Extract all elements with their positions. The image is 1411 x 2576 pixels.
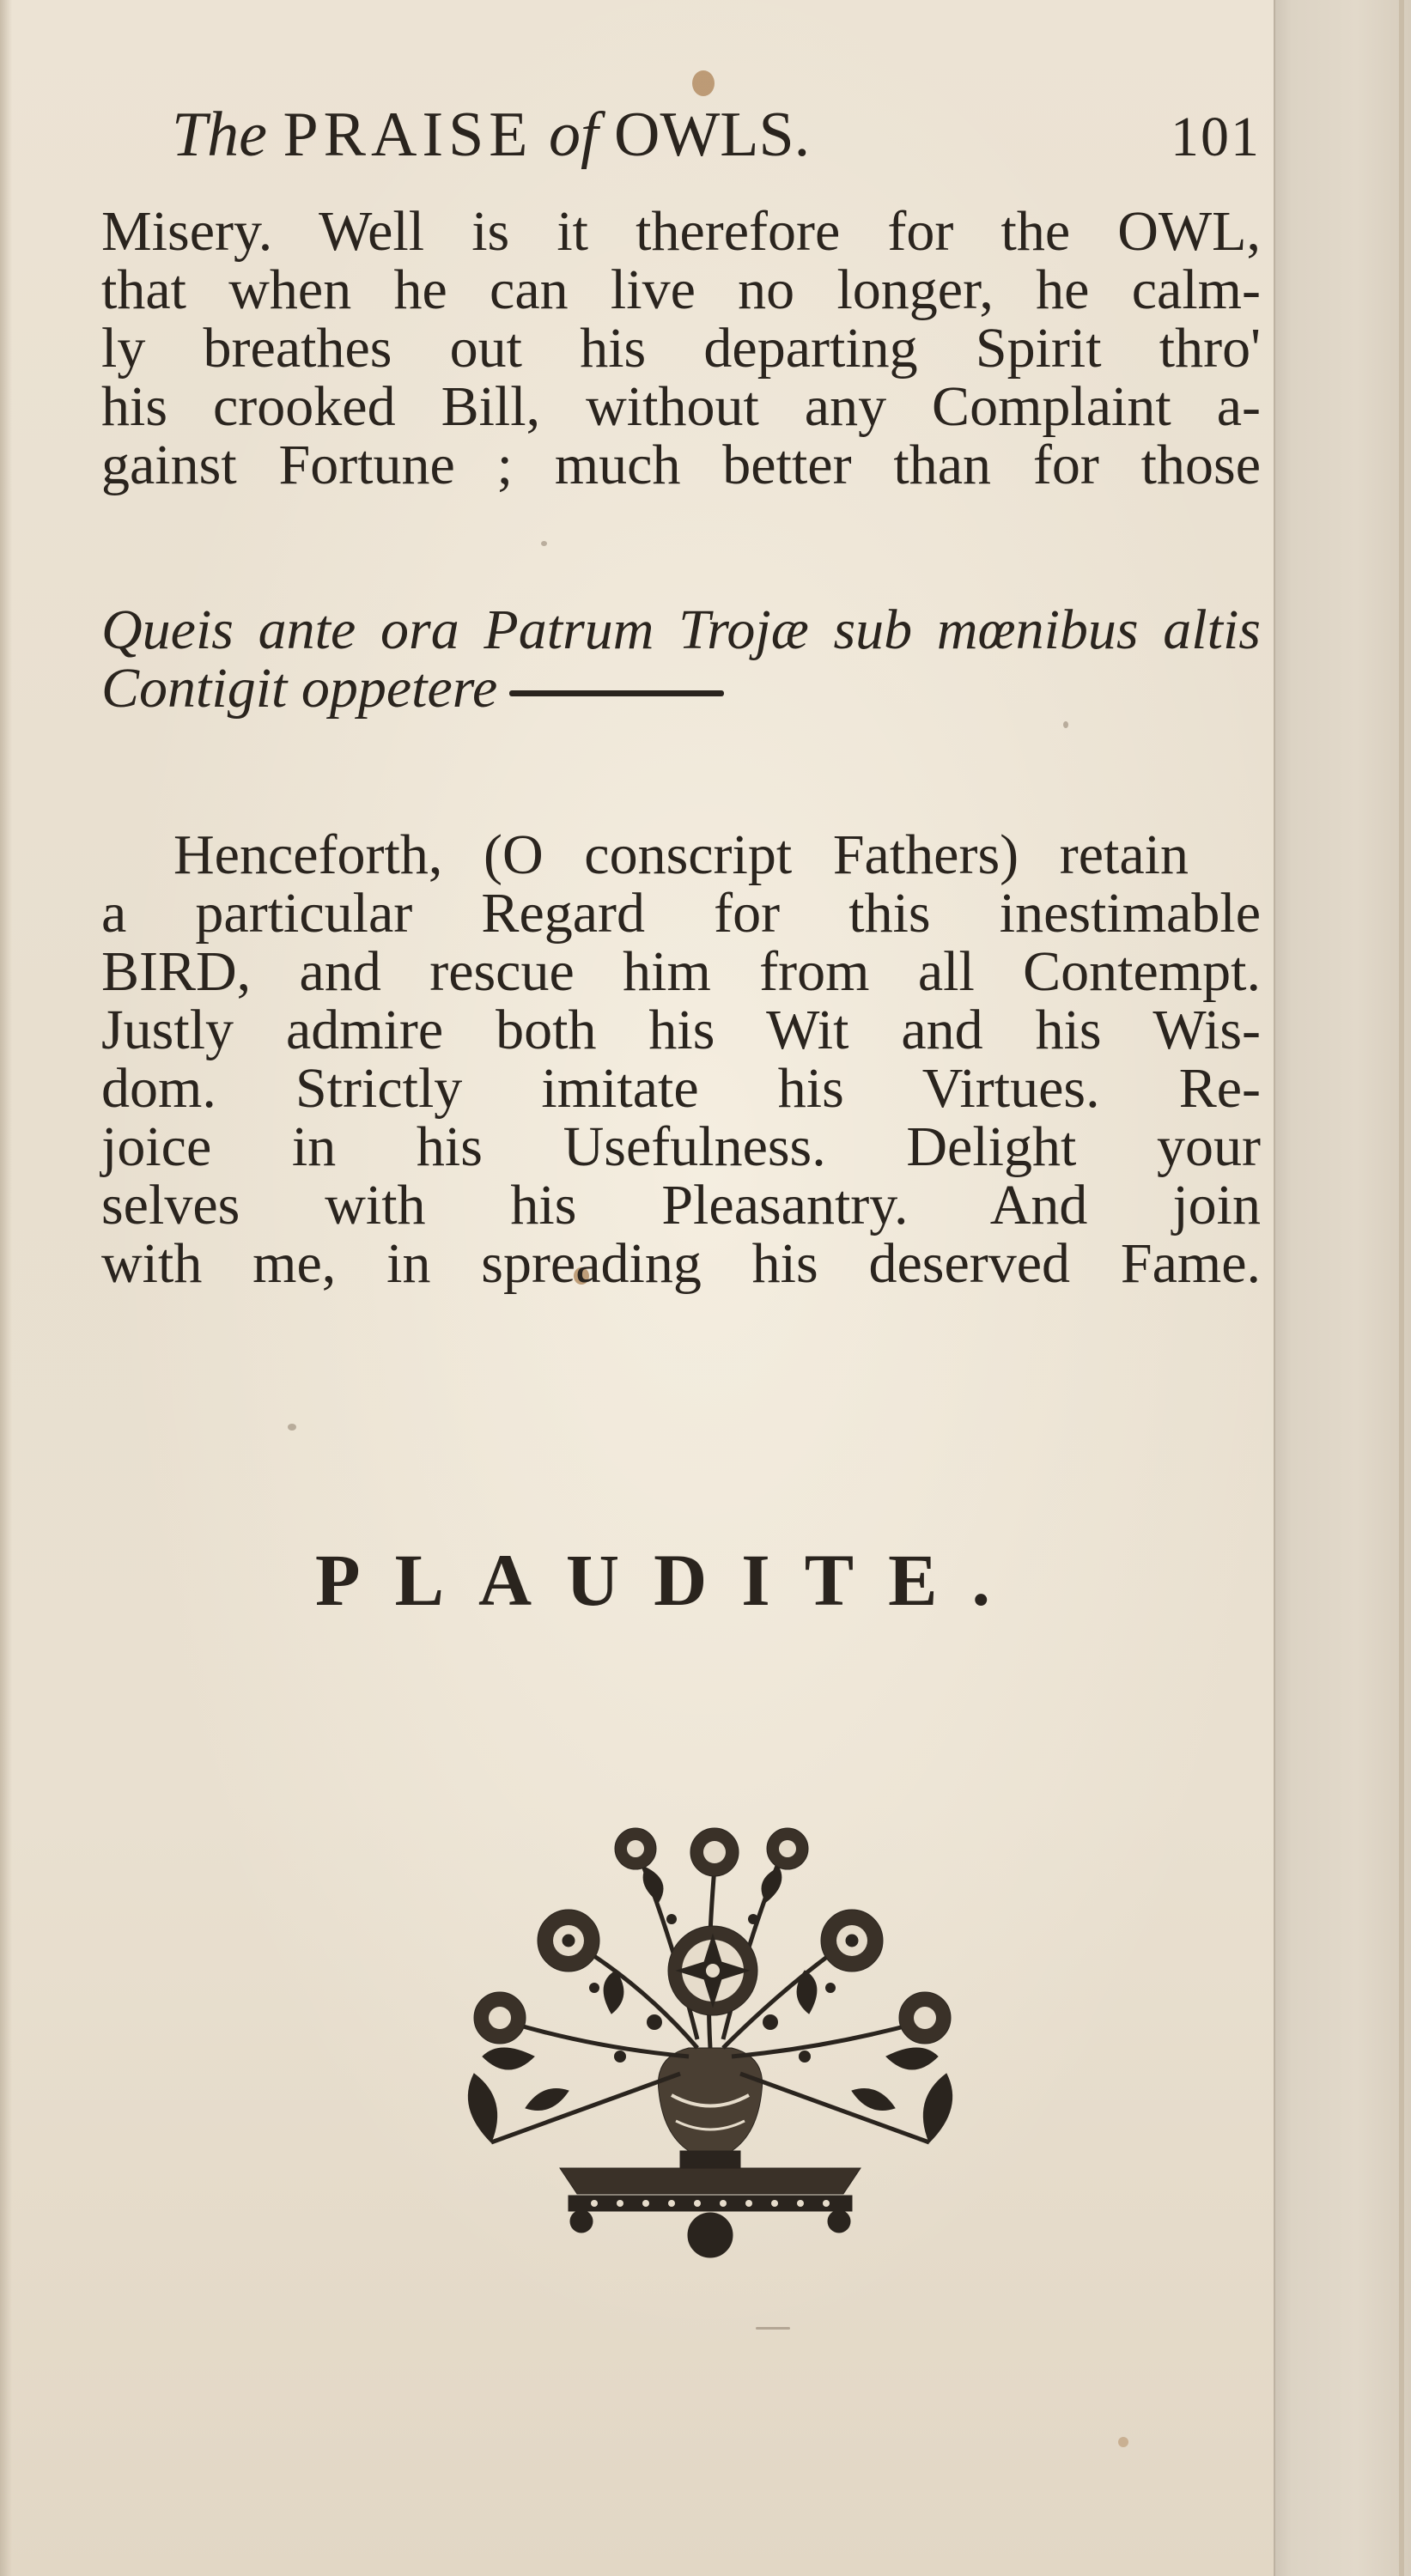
paper-speck [541,541,547,546]
text-line: Henceforth, (O conscript Fathers) retain [173,823,1189,886]
text-line: with me, in spreading his deserved Fame. [101,1232,1261,1295]
gutter-shadow [0,0,12,2576]
quote-line-last [101,659,1261,718]
text-line: joice in his Usefulness. Delight your [101,1115,1261,1178]
page-edge-strip [1274,0,1411,2576]
text-line: dom. Strictly imitate his Virtues. Re- [101,1057,1261,1120]
running-head-of: of [548,100,599,170]
paragraph-2 [101,823,1261,1295]
foxing-spot [1118,2437,1128,2447]
latin-quote [101,598,1261,720]
foxing-spot [692,70,715,96]
text-line: a particular Regard for this inestimable [101,882,1261,945]
running-head-the: The [172,100,267,170]
paragraph-1 [101,200,1261,496]
text-line: gainst Fortune ; much better than for those [101,434,1261,496]
text-line: selves with his Pleasantry. And join [101,1174,1261,1236]
page-number: 101 [1171,106,1261,168]
quote-text: Contigit oppetere [101,657,498,720]
floral-vase-ornament [440,1799,981,2263]
paper-speck [288,1424,296,1431]
closing-plaudite: PLAUDITE. [315,1539,1025,1621]
text-line: ly breathes out his departing Spirit thro' [101,317,1261,380]
running-head-praise: PRAISE [283,100,533,170]
running-head-owls: OWLS. [614,100,811,170]
paper-speck [1063,721,1068,728]
quote-dash [509,690,724,696]
text-line: BIRD, and rescue him from all Contempt. [101,940,1261,1003]
paper-speck [756,2327,790,2330]
text-line: Justly admire both his Wit and his Wis- [101,999,1261,1061]
running-head [172,96,1254,173]
text-line: his crooked Bill, without any Complaint a- [101,375,1261,438]
text-line: Misery. Well is it therefore for the OWL, [101,200,1261,263]
quote-line: Queis ante ora Patrum Trojæ sub mœnibus altis [101,598,1261,661]
text-line: that when he can live no longer, he calm- [101,258,1261,321]
